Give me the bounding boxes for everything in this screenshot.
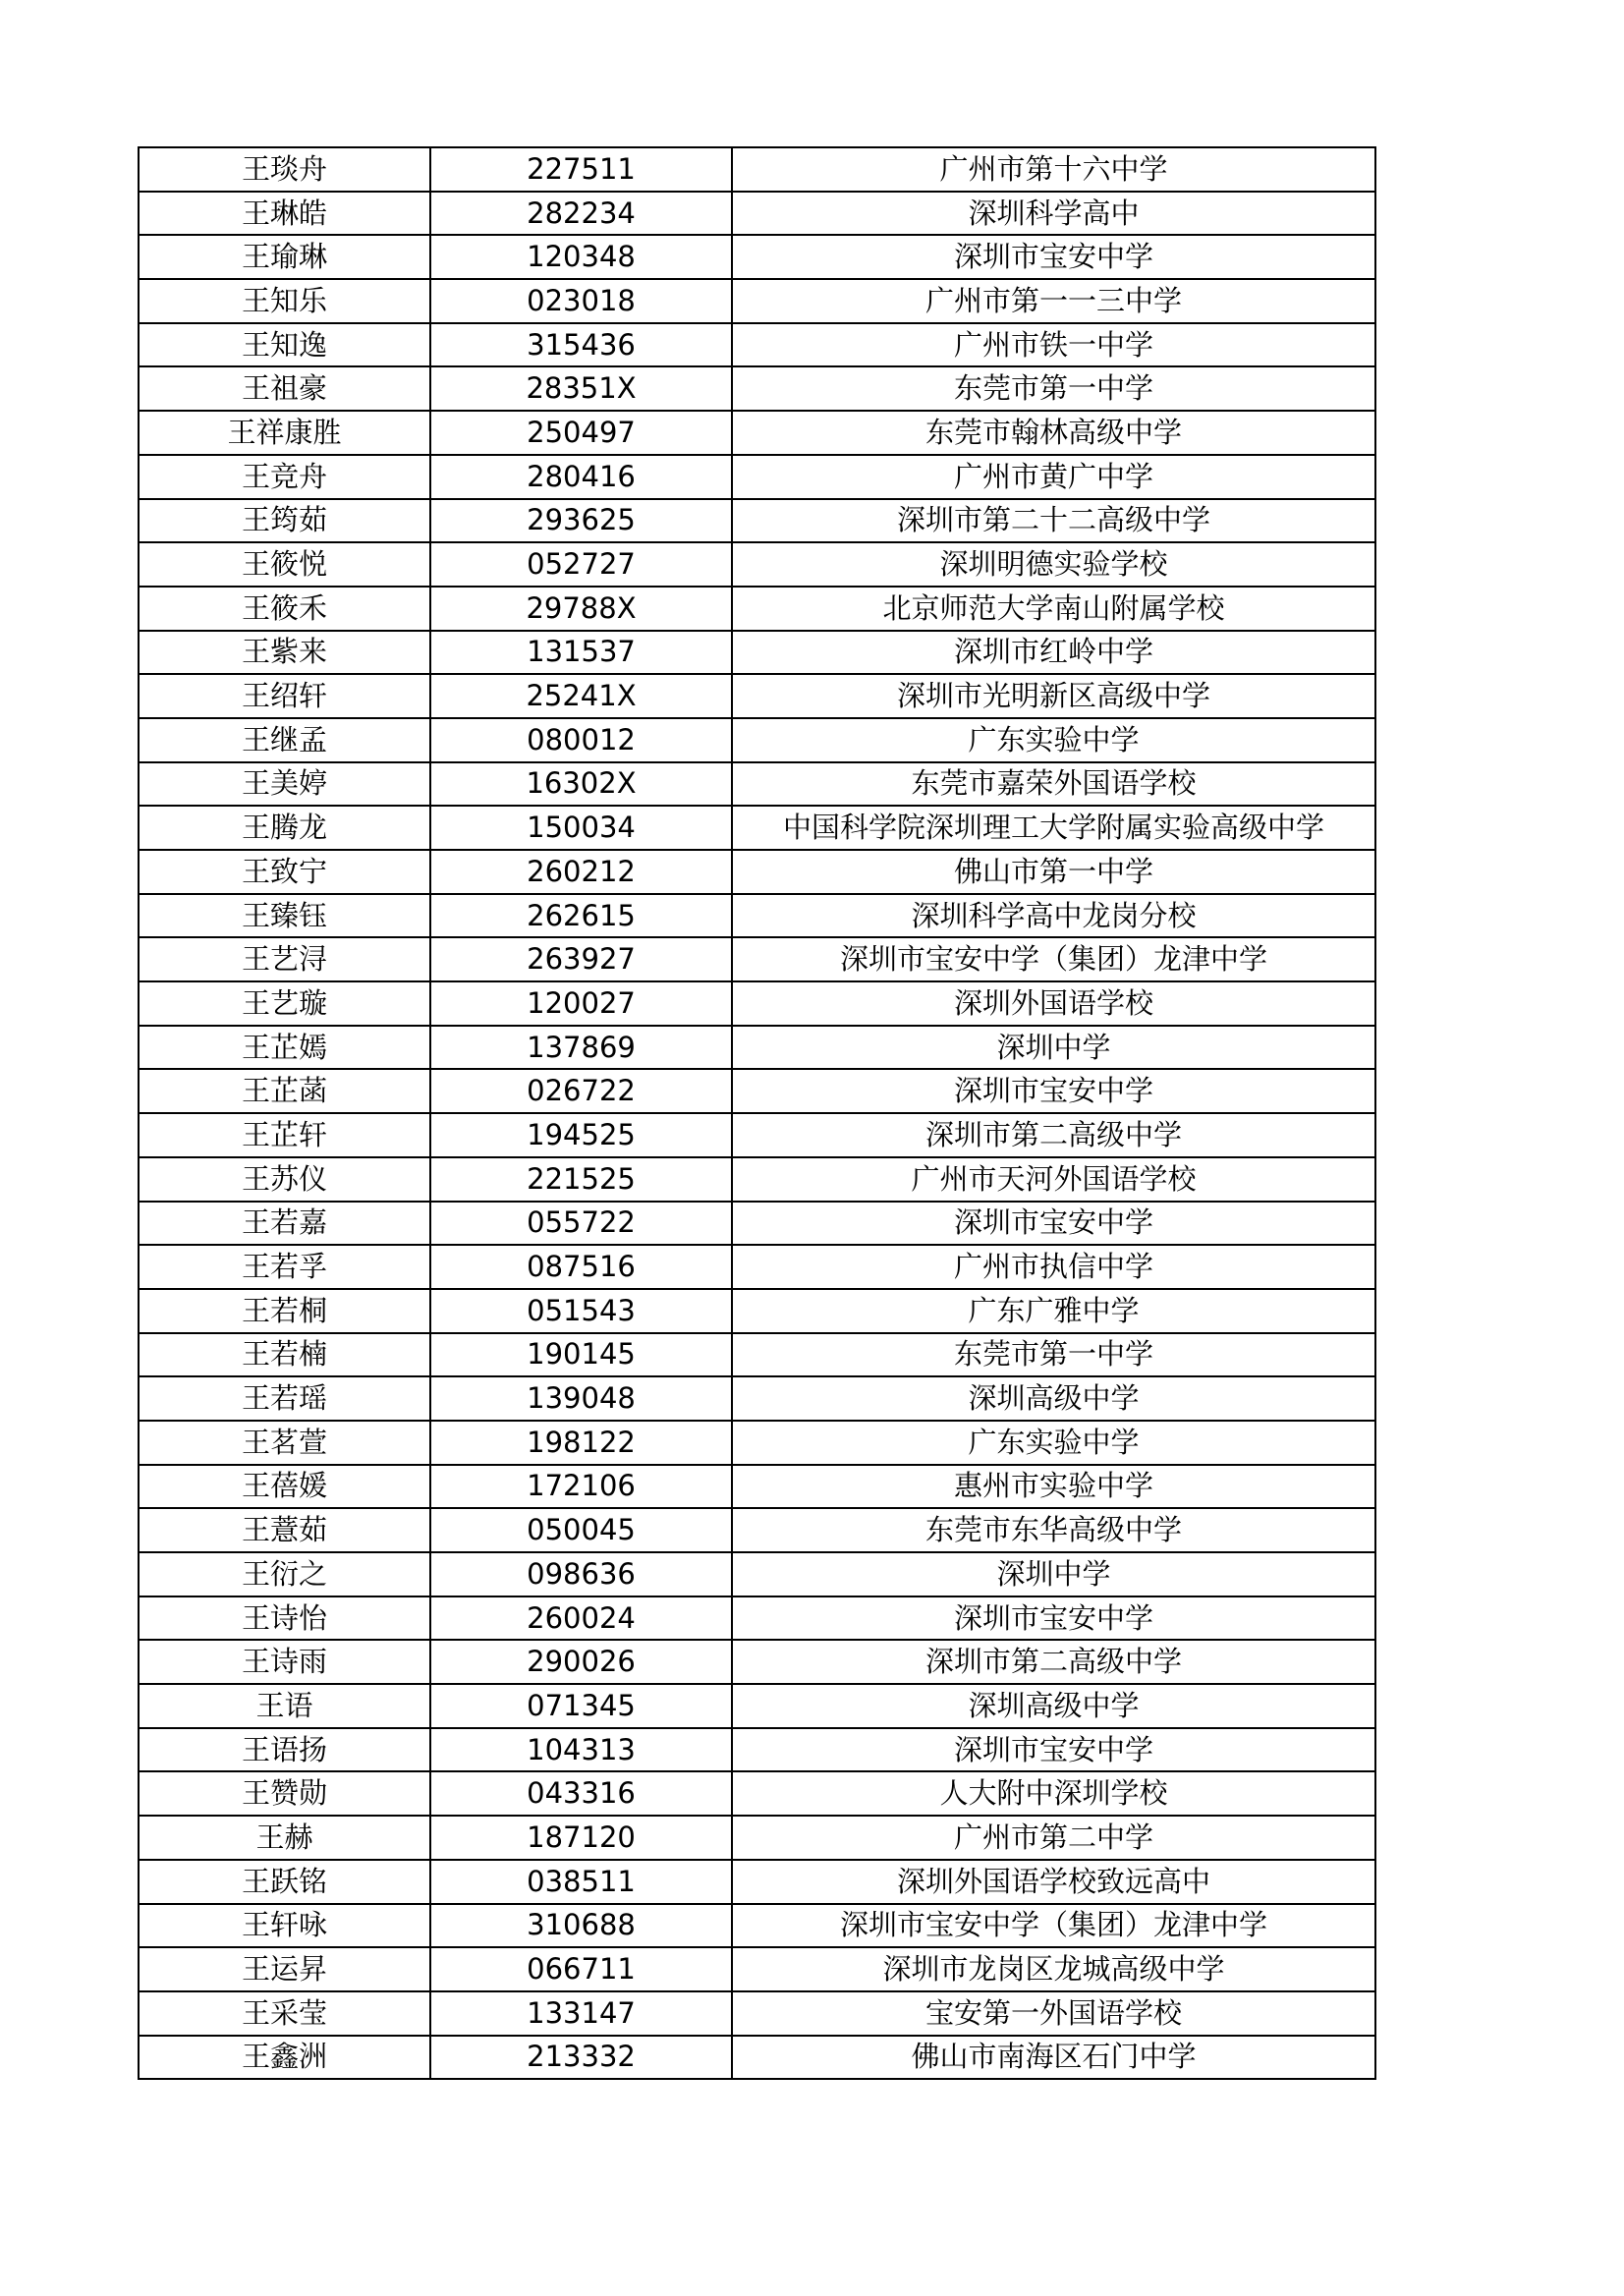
- table-row: [139, 937, 1375, 981]
- school-name-cell: 深圳外国语学校致远高中: [732, 1860, 1375, 1904]
- school-name-cell: 宝安第一外国语学校: [732, 1991, 1375, 2036]
- table-row: [139, 1771, 1375, 1816]
- school-name-cell: 广东实验中学: [732, 1421, 1375, 1465]
- student-name-cell: 王鑫洲: [139, 2036, 430, 2080]
- student-id-cell: 133147: [430, 1991, 732, 2036]
- table-row: [139, 192, 1375, 236]
- student-name-cell: 王茗萱: [139, 1421, 430, 1465]
- student-name-cell: 王致宁: [139, 850, 430, 894]
- school-name-cell: 广州市天河外国语学校: [732, 1157, 1375, 1202]
- school-name-cell: 东莞市第一中学: [732, 1333, 1375, 1377]
- school-name-cell: 深圳高级中学: [732, 1376, 1375, 1421]
- table-row: [139, 2036, 1375, 2080]
- student-id-cell: 187120: [430, 1816, 732, 1860]
- school-name-cell: 广州市第二中学: [732, 1816, 1375, 1860]
- school-name-cell: 广东实验中学: [732, 718, 1375, 762]
- table-row: [139, 1816, 1375, 1860]
- table-row: [139, 1113, 1375, 1157]
- school-name-cell: 惠州市实验中学: [732, 1465, 1375, 1509]
- student-id-cell: 071345: [430, 1684, 732, 1728]
- student-id-cell: 066711: [430, 1947, 732, 1991]
- student-id-cell: 293625: [430, 499, 732, 543]
- student-id-cell: 043316: [430, 1771, 732, 1816]
- school-name-cell: 广州市第十六中学: [732, 147, 1375, 192]
- school-name-cell: 东莞市第一中学: [732, 366, 1375, 411]
- student-name-cell: 王采莹: [139, 1991, 430, 2036]
- student-id-cell: 190145: [430, 1333, 732, 1377]
- student-name-cell: 王若孚: [139, 1245, 430, 1289]
- student-id-cell: 131537: [430, 631, 732, 675]
- student-name-cell: 王蓓媛: [139, 1465, 430, 1509]
- student-name-cell: 王美婷: [139, 762, 430, 807]
- student-name-cell: 王筱悦: [139, 542, 430, 587]
- student-name-cell: 王芷轩: [139, 1113, 430, 1157]
- table-row: [139, 1991, 1375, 2036]
- table-row: [139, 1552, 1375, 1596]
- school-name-cell: 深圳市第二高级中学: [732, 1113, 1375, 1157]
- student-name-cell: 王赞勋: [139, 1771, 430, 1816]
- student-id-cell: 098636: [430, 1552, 732, 1596]
- student-name-cell: 王诗怡: [139, 1596, 430, 1641]
- school-name-cell: 广州市黄广中学: [732, 455, 1375, 499]
- school-name-cell: 深圳市宝安中学（集团）龙津中学: [732, 1904, 1375, 1948]
- table-row: [139, 542, 1375, 587]
- table-body: [139, 147, 1375, 2079]
- student-id-cell: 290026: [430, 1640, 732, 1684]
- table-row: [139, 1245, 1375, 1289]
- student-id-cell: 25241X: [430, 674, 732, 718]
- school-name-cell: 深圳市宝安中学: [732, 1596, 1375, 1641]
- school-name-cell: 深圳科学高中: [732, 192, 1375, 236]
- student-name-cell: 王腾龙: [139, 806, 430, 850]
- school-name-cell: 人大附中深圳学校: [732, 1771, 1375, 1816]
- student-id-cell: 260212: [430, 850, 732, 894]
- student-name-cell: 王运昇: [139, 1947, 430, 1991]
- student-id-cell: 055722: [430, 1202, 732, 1246]
- school-name-cell: 东莞市嘉荣外国语学校: [732, 762, 1375, 807]
- student-id-cell: 260024: [430, 1596, 732, 1641]
- school-name-cell: 佛山市第一中学: [732, 850, 1375, 894]
- school-name-cell: 东莞市翰林高级中学: [732, 411, 1375, 455]
- school-name-cell: 中国科学院深圳理工大学附属实验高级中学: [732, 806, 1375, 850]
- school-name-cell: 深圳市第二高级中学: [732, 1640, 1375, 1684]
- table-row: [139, 981, 1375, 1026]
- table-row: [139, 455, 1375, 499]
- student-id-cell: 198122: [430, 1421, 732, 1465]
- student-name-cell: 王语: [139, 1684, 430, 1728]
- table-row: [139, 1202, 1375, 1246]
- student-id-cell: 29788X: [430, 587, 732, 631]
- student-id-cell: 052727: [430, 542, 732, 587]
- table-row: [139, 894, 1375, 938]
- table-row: [139, 1947, 1375, 1991]
- student-id-cell: 080012: [430, 718, 732, 762]
- school-name-cell: 广州市铁一中学: [732, 323, 1375, 367]
- student-id-cell: 280416: [430, 455, 732, 499]
- student-name-cell: 王臻钰: [139, 894, 430, 938]
- student-name-cell: 王筠茹: [139, 499, 430, 543]
- table-row: [139, 1596, 1375, 1641]
- school-name-cell: 深圳市宝安中学: [732, 1069, 1375, 1113]
- table-row: [139, 1069, 1375, 1113]
- student-name-cell: 王若桐: [139, 1289, 430, 1333]
- student-id-cell: 038511: [430, 1860, 732, 1904]
- table-row: [139, 1860, 1375, 1904]
- student-name-cell: 王苏仪: [139, 1157, 430, 1202]
- student-id-cell: 221525: [430, 1157, 732, 1202]
- table-row: [139, 1421, 1375, 1465]
- school-name-cell: 深圳明德实验学校: [732, 542, 1375, 587]
- student-id-cell: 051543: [430, 1289, 732, 1333]
- table-row: [139, 806, 1375, 850]
- school-name-cell: 深圳中学: [732, 1552, 1375, 1596]
- student-name-cell: 王跃铭: [139, 1860, 430, 1904]
- table-row: [139, 1333, 1375, 1377]
- student-name-cell: 王祖豪: [139, 366, 430, 411]
- school-name-cell: 深圳外国语学校: [732, 981, 1375, 1026]
- school-name-cell: 深圳市宝安中学: [732, 1728, 1375, 1772]
- student-id-cell: 137869: [430, 1026, 732, 1070]
- student-id-cell: 172106: [430, 1465, 732, 1509]
- table-row: [139, 235, 1375, 279]
- table-row: [139, 147, 1375, 192]
- student-name-cell: 王筱禾: [139, 587, 430, 631]
- school-name-cell: 广州市执信中学: [732, 1245, 1375, 1289]
- school-name-cell: 深圳高级中学: [732, 1684, 1375, 1728]
- student-name-cell: 王轩咏: [139, 1904, 430, 1948]
- student-name-cell: 王竞舟: [139, 455, 430, 499]
- table-row: [139, 411, 1375, 455]
- table-row: [139, 1026, 1375, 1070]
- student-name-cell: 王瑜琳: [139, 235, 430, 279]
- student-id-cell: 050045: [430, 1508, 732, 1552]
- table-row: [139, 1508, 1375, 1552]
- student-id-cell: 213332: [430, 2036, 732, 2080]
- school-name-cell: 深圳市宝安中学: [732, 235, 1375, 279]
- table-row: [139, 1376, 1375, 1421]
- student-id-cell: 026722: [430, 1069, 732, 1113]
- school-name-cell: 深圳市红岭中学: [732, 631, 1375, 675]
- table-row: [139, 674, 1375, 718]
- student-table: [138, 146, 1376, 2080]
- student-name-cell: 王语扬: [139, 1728, 430, 1772]
- table-row: [139, 1157, 1375, 1202]
- student-name-cell: 王知逸: [139, 323, 430, 367]
- table-row: [139, 279, 1375, 323]
- student-name-cell: 王芷菡: [139, 1069, 430, 1113]
- student-id-cell: 16302X: [430, 762, 732, 807]
- student-name-cell: 王琰舟: [139, 147, 430, 192]
- student-id-cell: 310688: [430, 1904, 732, 1948]
- school-name-cell: 深圳市龙岗区龙城高级中学: [732, 1947, 1375, 1991]
- student-name-cell: 王赫: [139, 1816, 430, 1860]
- student-id-cell: 194525: [430, 1113, 732, 1157]
- school-name-cell: 深圳市光明新区高级中学: [732, 674, 1375, 718]
- table-row: [139, 366, 1375, 411]
- student-id-cell: 28351X: [430, 366, 732, 411]
- student-name-cell: 王诗雨: [139, 1640, 430, 1684]
- student-name-cell: 王继孟: [139, 718, 430, 762]
- student-name-cell: 王祥康胜: [139, 411, 430, 455]
- student-name-cell: 王衍之: [139, 1552, 430, 1596]
- school-name-cell: 广东广雅中学: [732, 1289, 1375, 1333]
- student-id-cell: 262615: [430, 894, 732, 938]
- student-name-cell: 王若楠: [139, 1333, 430, 1377]
- table-row: [139, 1684, 1375, 1728]
- school-name-cell: 佛山市南海区石门中学: [732, 2036, 1375, 2080]
- student-id-cell: 282234: [430, 192, 732, 236]
- student-name-cell: 王知乐: [139, 279, 430, 323]
- student-id-cell: 139048: [430, 1376, 732, 1421]
- table-row: [139, 1904, 1375, 1948]
- table-row: [139, 587, 1375, 631]
- table-row: [139, 718, 1375, 762]
- student-name-cell: 王薏茹: [139, 1508, 430, 1552]
- student-name-cell: 王紫来: [139, 631, 430, 675]
- student-id-cell: 120348: [430, 235, 732, 279]
- school-name-cell: 广州市第一一三中学: [732, 279, 1375, 323]
- student-id-cell: 250497: [430, 411, 732, 455]
- student-name-cell: 王绍轩: [139, 674, 430, 718]
- student-name-cell: 王艺璇: [139, 981, 430, 1026]
- student-id-cell: 104313: [430, 1728, 732, 1772]
- student-id-cell: 120027: [430, 981, 732, 1026]
- table-row: [139, 850, 1375, 894]
- school-name-cell: 深圳科学高中龙岗分校: [732, 894, 1375, 938]
- student-id-cell: 227511: [430, 147, 732, 192]
- student-name-cell: 王芷嫣: [139, 1026, 430, 1070]
- student-id-cell: 315436: [430, 323, 732, 367]
- school-name-cell: 深圳市宝安中学（集团）龙津中学: [732, 937, 1375, 981]
- table-row: [139, 1289, 1375, 1333]
- school-name-cell: 深圳市宝安中学: [732, 1202, 1375, 1246]
- student-name-cell: 王琳皓: [139, 192, 430, 236]
- student-id-cell: 023018: [430, 279, 732, 323]
- table-row: [139, 1640, 1375, 1684]
- school-name-cell: 北京师范大学南山附属学校: [732, 587, 1375, 631]
- student-id-cell: 263927: [430, 937, 732, 981]
- table-row: [139, 1465, 1375, 1509]
- student-name-cell: 王若嘉: [139, 1202, 430, 1246]
- table-row: [139, 499, 1375, 543]
- table-row: [139, 323, 1375, 367]
- student-id-cell: 087516: [430, 1245, 732, 1289]
- table-row: [139, 762, 1375, 807]
- student-name-cell: 王艺浔: [139, 937, 430, 981]
- school-name-cell: 深圳中学: [732, 1026, 1375, 1070]
- school-name-cell: 东莞市东华高级中学: [732, 1508, 1375, 1552]
- student-id-cell: 150034: [430, 806, 732, 850]
- student-name-cell: 王若瑶: [139, 1376, 430, 1421]
- table-row: [139, 1728, 1375, 1772]
- school-name-cell: 深圳市第二十二高级中学: [732, 499, 1375, 543]
- table-row: [139, 631, 1375, 675]
